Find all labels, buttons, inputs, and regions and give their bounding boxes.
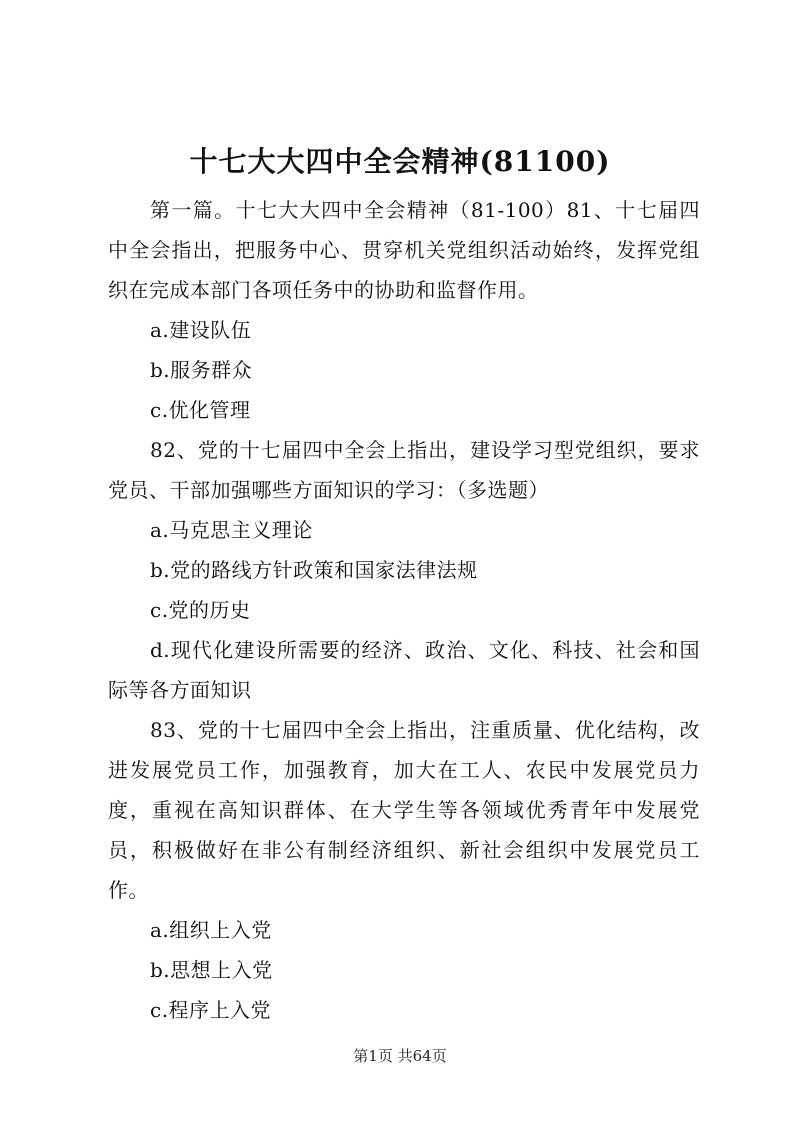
- document-title: 十七大大四中全会精神(81100): [189, 145, 611, 178]
- page-footer: [0, 1045, 800, 1066]
- page-number-label: 第1页 共64页: [353, 1047, 447, 1065]
- document-body: [108, 190, 700, 1030]
- option-item: a.建设队伍: [150, 318, 252, 342]
- option-item: c.优化管理: [150, 398, 251, 422]
- option-item: c.党的历史: [150, 598, 251, 622]
- question-82: 82、党的十七届四中全会上指出，建设学习型党组织，要求党员、干部加强哪些方面知识的学习：（多选题）: [108, 438, 700, 502]
- option-item: b.服务群众: [150, 358, 253, 382]
- option-item: c.程序上入党: [150, 998, 272, 1022]
- question-83: 83、党的十七届四中全会上指出，注重质量、优化结构，改进发展党员工作，加强教育，加大在工人、农民中发展党员力度，重视在高知识群体、在大学生等各领域优秀青年中发展党员，积极做好在非公有制经济组织、新社会组织中发展党员工作。: [108, 718, 700, 902]
- option-item: b.思想上入党: [150, 958, 273, 982]
- option-item: a.组织上入党: [150, 918, 272, 942]
- paragraph-intro: 第一篇。十七大大四中全会精神（81-100）81、十七届四中全会指出，把服务中心、贯穿机关党组织活动始终，发挥党组织在完成本部门各项任务中的协助和监督作用。: [108, 198, 700, 302]
- option-item: b.党的路线方针政策和国家法律法规: [150, 558, 478, 582]
- option-item: a.马克思主义理论: [150, 518, 313, 542]
- option-item-long: d.现代化建设所需要的经济、政治、文化、科技、社会和国际等各方面知识: [108, 638, 700, 702]
